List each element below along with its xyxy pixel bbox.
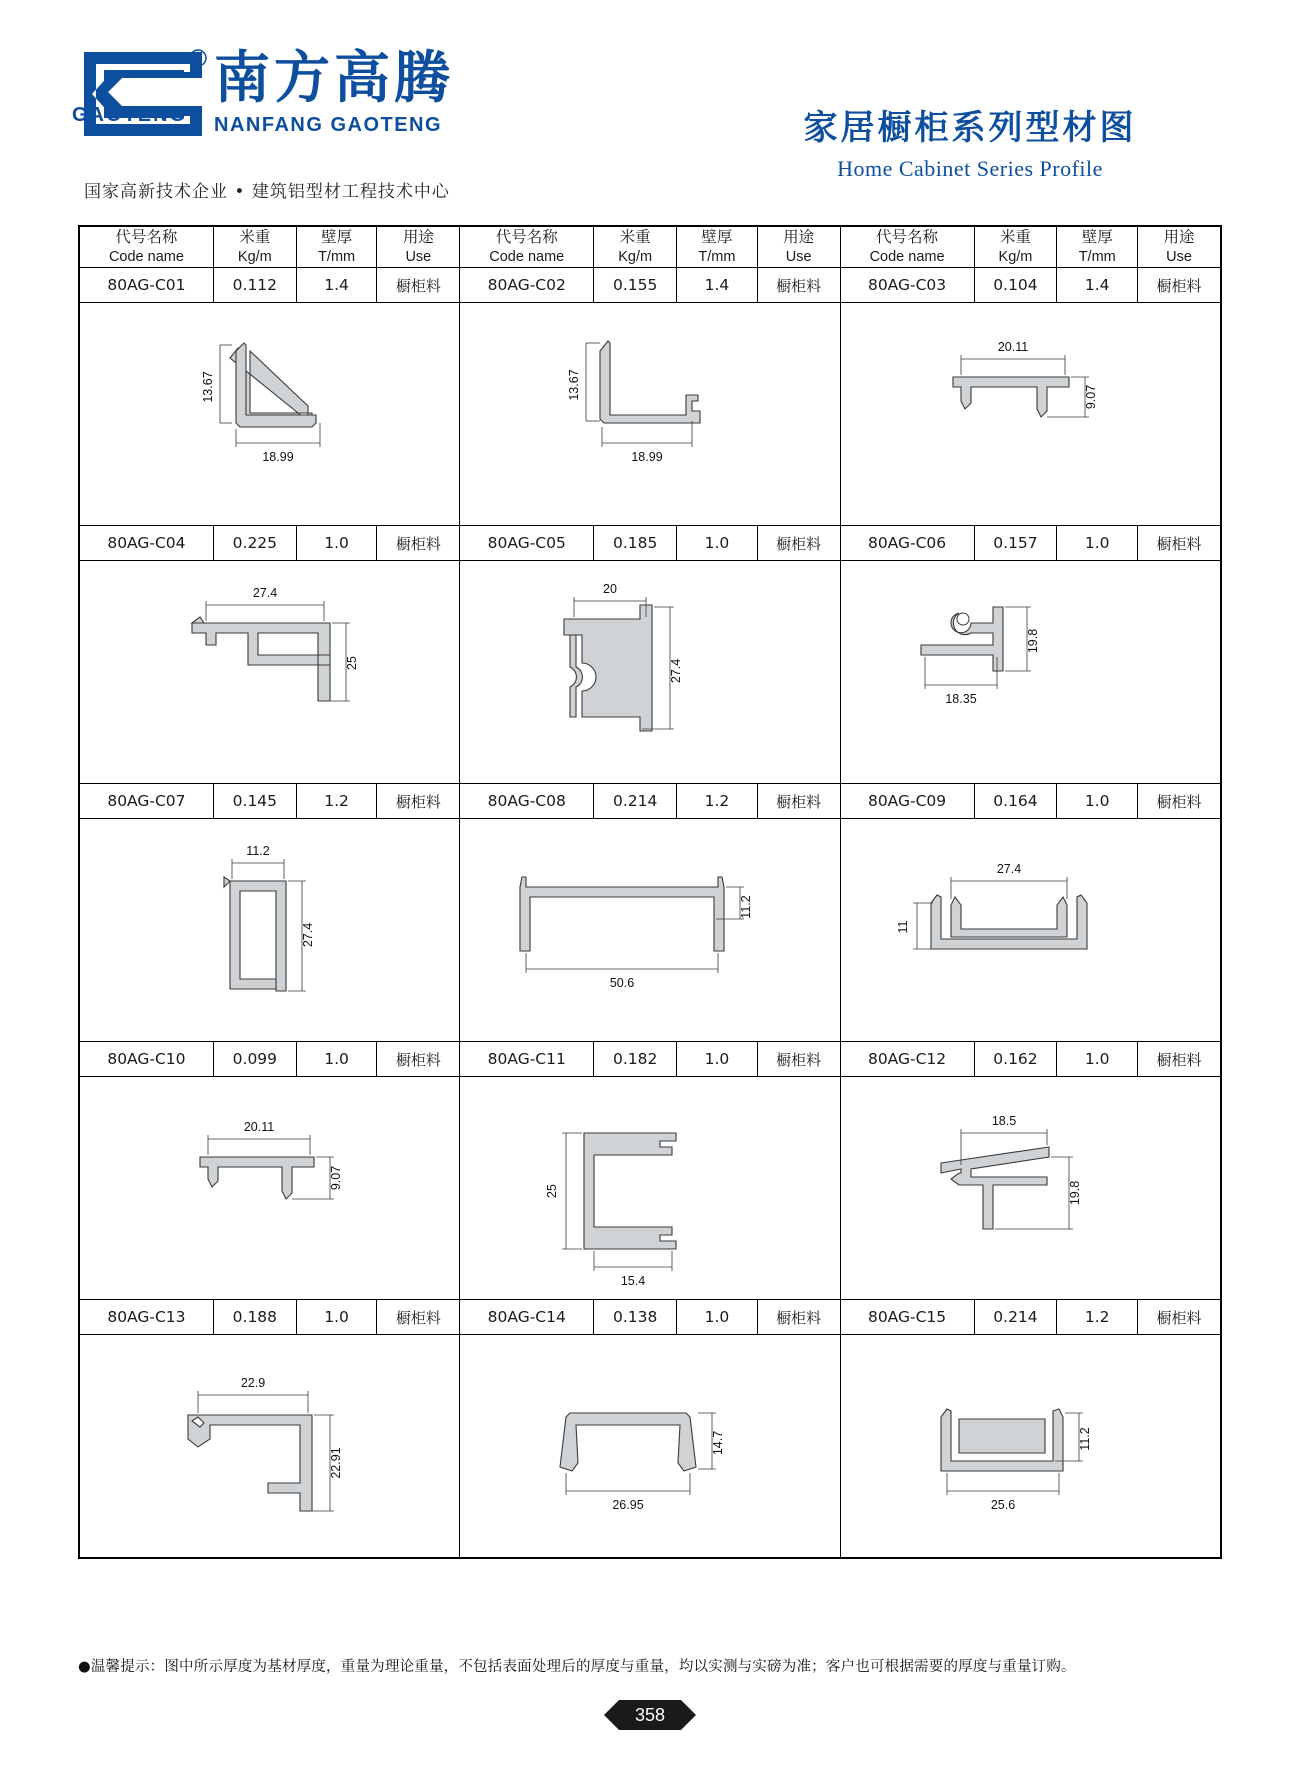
header-weight-2: 米重 Kg/m	[594, 227, 677, 268]
header-weight-en: Kg/m	[237, 249, 272, 265]
page-title-english: Home Cabinet Series Profile	[837, 156, 1103, 181]
figure-row	[80, 819, 1221, 1042]
cell-code: 80AG-C05	[460, 526, 594, 561]
dim-label: 9.07	[1083, 384, 1098, 410]
header-thickness-1	[296, 227, 377, 268]
profile-drawing-c07	[80, 819, 460, 1042]
cell-weight: 0.157	[974, 526, 1057, 561]
table-row	[80, 526, 1221, 561]
dim-label: 19.8	[1067, 1180, 1082, 1206]
cell-code: 80AG-C01	[80, 268, 214, 303]
cell-weight: 0.138	[594, 1300, 677, 1335]
cell-thickness: 1.0	[296, 1042, 377, 1077]
cell-code: 80AG-C14	[460, 1300, 594, 1335]
dim-label: 50.6	[610, 976, 635, 990]
cell-use: 橱柜料	[1138, 1042, 1221, 1077]
page-header	[0, 0, 1300, 200]
header-weight-3: 米重 Kg/m	[974, 227, 1057, 268]
cell-code: 80AG-C02	[460, 268, 594, 303]
cell-weight: 0.112	[213, 268, 296, 303]
profile-drawing-c05	[460, 561, 840, 784]
dim-label: 22.9	[240, 1376, 266, 1390]
cell-weight: 0.145	[213, 784, 296, 819]
profile-drawing-c09	[840, 819, 1220, 1042]
cell-weight: 0.214	[974, 1300, 1057, 1335]
page-number-container	[0, 1700, 1300, 1730]
header-code-name-3: 代号名称 Code name	[840, 227, 974, 268]
profile-drawing-c13	[80, 1335, 460, 1558]
cell-use: 橱柜料	[757, 1042, 840, 1077]
cell-thickness: 1.0	[677, 1300, 758, 1335]
profile-drawing-c08	[460, 819, 840, 1042]
table-row	[80, 784, 1221, 819]
dim-label: 25	[545, 1184, 560, 1198]
dim-label: 13.67	[567, 369, 582, 401]
figure-row	[80, 1077, 1221, 1300]
cell-thickness: 1.4	[296, 268, 377, 303]
cell-code: 80AG-C07	[80, 784, 214, 819]
cell-thickness: 1.0	[1057, 526, 1138, 561]
page-title-chinese: 家居橱柜系列型材图	[803, 108, 1137, 148]
cell-thickness: 1.0	[1057, 784, 1138, 819]
header-use-cn: 用途	[402, 228, 434, 246]
header-weight-cn: 米重	[239, 228, 271, 246]
cell-thickness: 1.0	[1057, 1042, 1138, 1077]
cell-code: 80AG-C08	[460, 784, 594, 819]
profile-drawing-c10	[80, 1077, 460, 1300]
profile-drawing-c11	[460, 1077, 840, 1300]
cell-weight: 0.185	[594, 526, 677, 561]
figure-row	[80, 303, 1221, 526]
dim-label: 18.35	[944, 692, 977, 706]
company-tagline: 国家高新技术企业 • 建筑铝型材工程技术中心	[84, 182, 450, 202]
table-row	[80, 268, 1221, 303]
logo-chinese-name: 南方高腾	[214, 46, 454, 111]
cell-thickness: 1.0	[296, 1300, 377, 1335]
page-title	[710, 108, 1230, 182]
cell-thickness: 1.0	[296, 526, 377, 561]
cell-use: 橱柜料	[1138, 526, 1221, 561]
cell-use: 橱柜料	[377, 526, 460, 561]
cell-weight: 0.164	[974, 784, 1057, 819]
table-row	[80, 1300, 1221, 1335]
page-number: 358	[619, 1700, 681, 1730]
cell-code: 80AG-C06	[840, 526, 974, 561]
dim-label: 27.4	[301, 922, 315, 948]
dim-label: 27.4	[996, 862, 1021, 876]
cell-weight: 0.155	[594, 268, 677, 303]
cell-thickness: 1.4	[677, 268, 758, 303]
cell-thickness: 1.2	[296, 784, 377, 819]
table-row	[80, 1042, 1221, 1077]
profile-drawing-c06	[840, 561, 1220, 784]
figure-row	[80, 1335, 1221, 1558]
cell-use: 橱柜料	[1138, 1300, 1221, 1335]
dim-label: 27.4	[252, 586, 278, 600]
dim-label: 14.7	[711, 1430, 726, 1456]
cell-use: 橱柜料	[377, 1300, 460, 1335]
profile-drawing-c03	[840, 303, 1220, 526]
figure-row	[80, 561, 1221, 784]
table-header-row	[80, 227, 1221, 268]
cell-use: 橱柜料	[1138, 784, 1221, 819]
cell-use: 橱柜料	[757, 268, 840, 303]
cell-thickness: 1.2	[677, 784, 758, 819]
dim-label: 25.6	[990, 1498, 1015, 1512]
dim-label: 18.99	[631, 450, 663, 464]
profile-drawing-c15	[840, 1335, 1220, 1558]
header-weight-1	[213, 227, 296, 268]
cell-thickness: 1.2	[1057, 1300, 1138, 1335]
dim-label: 25	[345, 656, 359, 670]
cell-use: 橱柜料	[377, 1042, 460, 1077]
cell-weight: 0.188	[213, 1300, 296, 1335]
svg-text:R: R	[194, 54, 202, 64]
dim-label: 11.2	[1077, 1427, 1092, 1451]
cell-weight: 0.214	[594, 784, 677, 819]
cell-use: 橱柜料	[757, 784, 840, 819]
cell-weight: 0.099	[213, 1042, 296, 1077]
dim-label: 20.11	[243, 1120, 275, 1134]
cell-code: 80AG-C04	[80, 526, 214, 561]
dim-label: 22.91	[329, 1447, 343, 1479]
cell-code: 80AG-C03	[840, 268, 974, 303]
dim-label: 27.4	[669, 658, 684, 684]
cell-code: 80AG-C10	[80, 1042, 214, 1077]
dim-label: 11	[895, 920, 910, 934]
cell-thickness: 1.4	[1057, 268, 1138, 303]
dim-label: 11.2	[739, 895, 754, 919]
header-use-1	[377, 227, 460, 268]
cell-thickness: 1.0	[677, 1042, 758, 1077]
cell-code: 80AG-C12	[840, 1042, 974, 1077]
cell-code: 80AG-C13	[80, 1300, 214, 1335]
logo-brand-word: GAOTENG	[72, 104, 188, 126]
cell-code: 80AG-C09	[840, 784, 974, 819]
dim-label: 9.07	[329, 1165, 343, 1191]
header-use-2: 用途 Use	[757, 227, 840, 268]
header-thickness-2: 壁厚 T/mm	[677, 227, 758, 268]
footer-note: ●温馨提示：图中所示厚度为基材厚度，重量为理论重量，不包括表面处理后的厚度与重量，均以实测与实磅为准；客户也可根据需要的厚度与重量订购。	[78, 1659, 1076, 1675]
cell-use: 橱柜料	[1138, 268, 1221, 303]
header-thickness-en: T/mm	[318, 249, 356, 265]
dim-label: 15.4	[621, 1274, 646, 1288]
dim-label: 20	[603, 582, 618, 596]
cell-weight: 0.225	[213, 526, 296, 561]
cell-use: 橱柜料	[757, 1300, 840, 1335]
profile-table	[78, 225, 1222, 1559]
profile-drawing-c01	[80, 303, 460, 526]
cell-weight: 0.162	[974, 1042, 1057, 1077]
dim-label: 13.67	[201, 371, 215, 403]
dim-label: 18.5	[991, 1114, 1016, 1128]
profile-drawing-c04	[80, 561, 460, 784]
profile-drawing-c12	[840, 1077, 1220, 1300]
header-code-en: Code name	[108, 249, 184, 265]
cell-weight: 0.182	[594, 1042, 677, 1077]
header-code-name-2: 代号名称 Code name	[460, 227, 594, 268]
profile-drawing-c02	[460, 303, 840, 526]
header-code-name-1	[80, 227, 214, 268]
header-thickness-3: 壁厚 T/mm	[1057, 227, 1138, 268]
cell-code: 80AG-C15	[840, 1300, 974, 1335]
cell-thickness: 1.0	[677, 526, 758, 561]
dim-label: 20.11	[997, 340, 1028, 354]
dim-label: 19.8	[1025, 628, 1040, 654]
logo-english-name: NANFANG GAOTENG	[214, 114, 443, 136]
dim-label: 18.99	[262, 450, 294, 464]
cell-weight: 0.104	[974, 268, 1057, 303]
cell-use: 橱柜料	[757, 526, 840, 561]
header-code-cn: 代号名称	[115, 228, 178, 246]
cell-code: 80AG-C11	[460, 1042, 594, 1077]
header-use-3: 用途 Use	[1138, 227, 1221, 268]
cell-use: 橱柜料	[377, 268, 460, 303]
dim-label: 26.95	[612, 1498, 644, 1512]
profile-drawing-c14	[460, 1335, 840, 1558]
header-use-en: Use	[405, 249, 432, 265]
dim-label: 11.2	[246, 844, 270, 858]
header-thickness-cn: 壁厚	[321, 228, 353, 246]
cell-use: 橱柜料	[377, 784, 460, 819]
